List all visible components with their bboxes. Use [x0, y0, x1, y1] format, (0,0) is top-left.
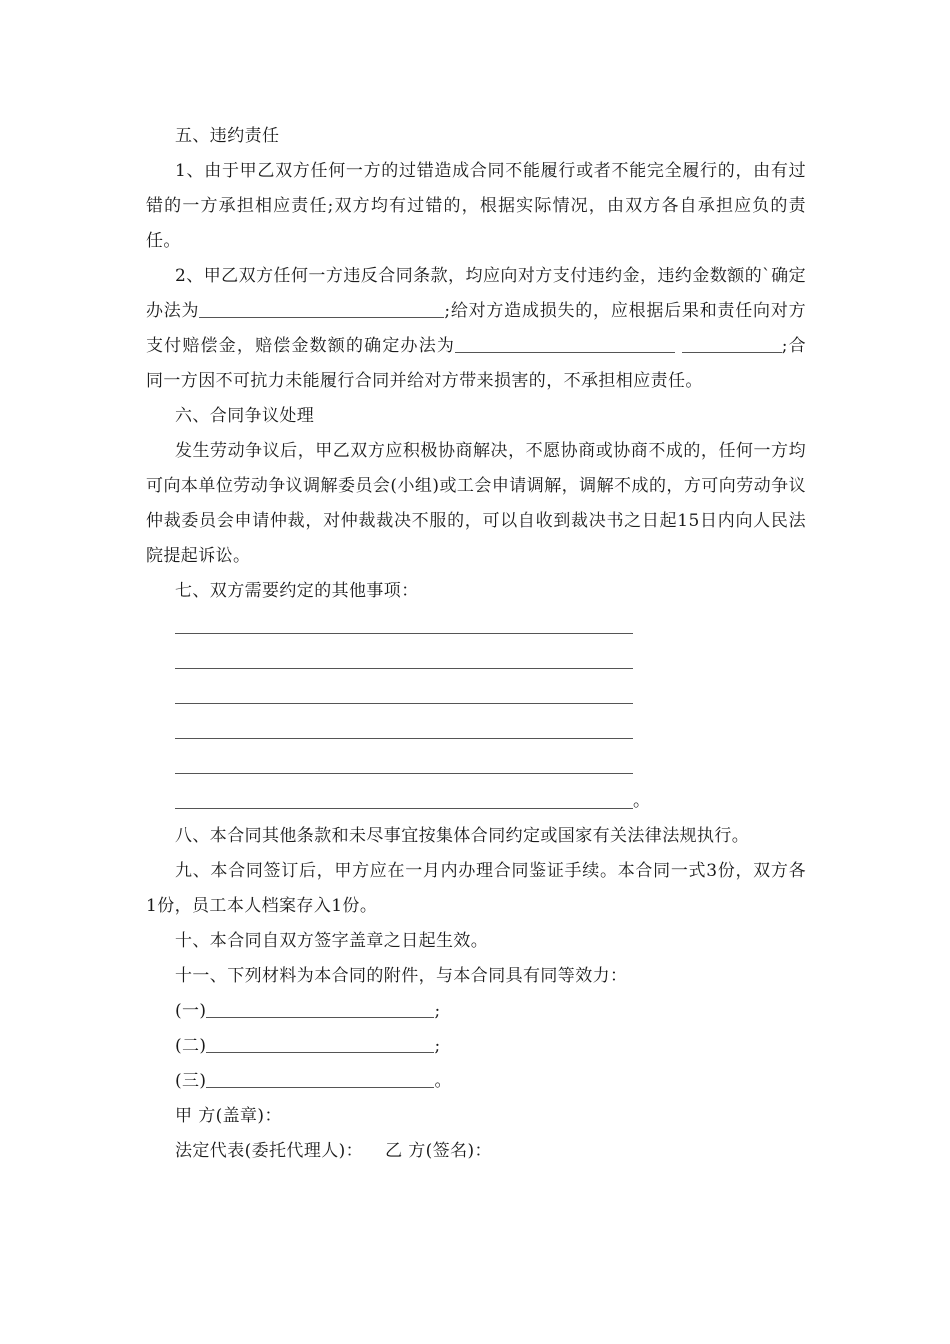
section-9-text: 九、本合同签订后，甲方应在一月内办理合同鉴证手续。本合同一式3份，双方各1份，员工本人档案存入1份。 [146, 861, 806, 916]
annex-item-3-blank[interactable] [206, 1069, 434, 1088]
section-7-title: 七、双方需要约定的其他事项： [175, 581, 419, 601]
other-matters-line-4[interactable] [175, 714, 806, 749]
annex-item-2-blank[interactable] [206, 1034, 434, 1053]
signature-row [146, 1134, 806, 1169]
annex-item-3 [146, 1064, 806, 1099]
annex-item-3-end: 。 [434, 1071, 452, 1091]
party-b-signature-label: 乙 方(签名)： [385, 1141, 492, 1161]
annex-item-2-end: ; [434, 1036, 441, 1056]
section-5-paragraph-1: 1、由于甲乙双方任何一方的过错造成合同不能履行或者不能完全履行的，由有过错的一方承担相应责任;双方均有过错的，根据实际情况，由双方各自承担应负的责任。 [146, 161, 806, 251]
annex-item-2 [146, 1029, 806, 1064]
section-6-paragraph: 发生劳动争议后，甲乙双方应积极协商解决，不愿协商或协商不成的，任何一方均可向本单位劳动争议调解委员会(小组)或工会申请调解，调解不成的，方可向劳动争议仲裁委员会申请仲裁，对仲裁裁决不服的，可以自收到裁决书之日起15日内向人民法院提起诉讼。 [146, 441, 806, 566]
other-matters-line-3[interactable] [175, 679, 806, 714]
section-5-paragraph-2 [146, 259, 806, 399]
section-8-text: 八、本合同其他条款和未尽事宜按集体合同约定或国家有关法律法规执行。 [175, 826, 750, 846]
compensation-method-blank-1[interactable] [455, 334, 675, 353]
party-a-seal: 甲 方(盖章)： [175, 1106, 282, 1126]
other-matters-end-mark: 。 [633, 791, 650, 811]
annex-item-1 [146, 994, 806, 1029]
section-6-title: 六、合同争议处理 [175, 406, 315, 426]
section-5-title: 五、违约责任 [175, 126, 280, 146]
legal-representative-label: 法定代表(委托代理人)： [175, 1141, 364, 1161]
annex-item-3-label: (三) [175, 1071, 207, 1091]
other-matters-line-2[interactable] [175, 644, 806, 679]
section-10-text: 十、本合同自双方签字盖章之日起生效。 [175, 931, 489, 951]
contract-page [146, 119, 806, 1169]
annex-item-2-label: (二) [175, 1036, 207, 1056]
other-matters-line-6[interactable] [175, 784, 806, 819]
section-5-p2-part-a: 2、甲乙双方任何一方违反合同条款，均应向对方支付违约金，违约金数额的`确定办法为 [146, 266, 806, 321]
annex-item-1-end: ; [434, 1001, 441, 1021]
compensation-method-blank-2[interactable] [682, 334, 782, 353]
section-11-title: 十一、下列材料为本合同的附件，与本合同具有同等效力： [175, 966, 628, 986]
other-matters-line-5[interactable] [175, 749, 806, 784]
annex-item-1-label: (一) [175, 1001, 207, 1021]
annex-item-1-blank[interactable] [206, 999, 434, 1018]
penalty-method-blank[interactable] [199, 299, 444, 318]
other-matters-line-1[interactable] [175, 609, 806, 644]
section-5-p2-part-b: ;给对方造成损失的，应根据后果和责任向对方支付赔偿金，赔偿金数额的确定办法为 [146, 301, 806, 356]
section-5-p2-part-c: ;合同一方因不可抗力未能履行合同并给对方带来损害的，不承担相应责任。 [146, 336, 806, 391]
